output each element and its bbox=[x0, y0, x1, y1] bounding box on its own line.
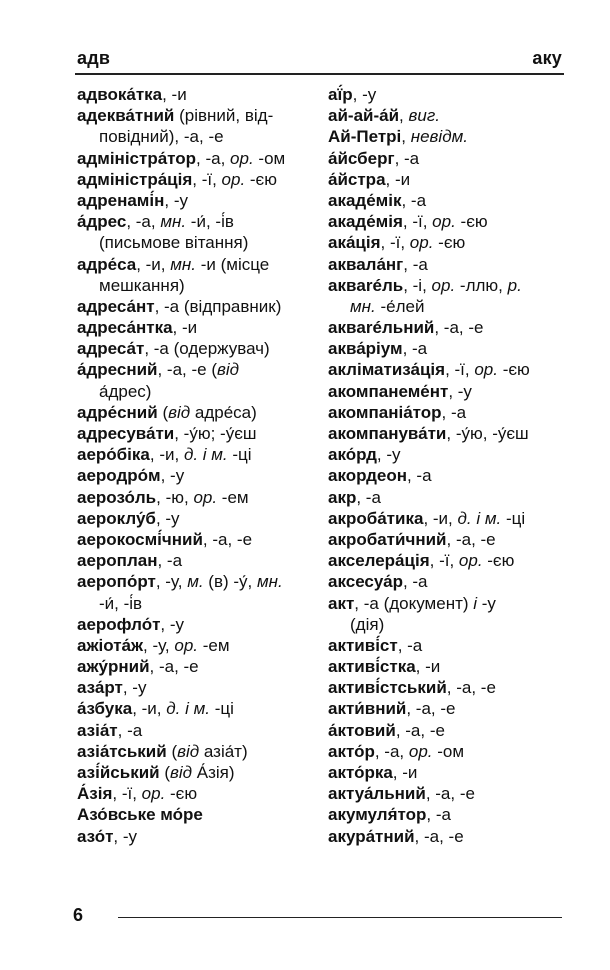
entry-text: , -ї, bbox=[192, 169, 222, 189]
entry-text: -єю bbox=[433, 233, 466, 253]
entry-text: , -а (документ) bbox=[354, 593, 474, 613]
page-number: 6 bbox=[73, 905, 84, 925]
headword: Ай-Петрі bbox=[328, 127, 402, 147]
entry-line bbox=[77, 762, 317, 783]
entry-text: , -у bbox=[448, 381, 472, 401]
entry-text: , -и bbox=[415, 657, 441, 677]
entry-text: , -ї, bbox=[380, 233, 410, 253]
headword: акаде́мік bbox=[328, 190, 402, 210]
entry-line bbox=[77, 190, 317, 211]
entry-text: -ем bbox=[198, 635, 230, 655]
entry-line bbox=[77, 635, 317, 656]
entry-text: , -у́ю; -у́єш bbox=[174, 424, 257, 443]
headword: акомпаніа́тор bbox=[328, 402, 442, 422]
grammar-label: ор. bbox=[230, 148, 254, 168]
entry-text: , -ї, bbox=[402, 212, 433, 232]
entry-line bbox=[77, 296, 317, 317]
entry-text: -и́, -і́в bbox=[99, 593, 143, 613]
entry-text: -єю bbox=[165, 784, 198, 804]
grammar-label: від bbox=[170, 763, 193, 782]
entry-line bbox=[328, 826, 573, 847]
entry-line bbox=[328, 635, 573, 656]
headword: аквaréльний bbox=[328, 318, 435, 338]
entry-line bbox=[328, 656, 573, 677]
headword: Азо́вське мо́ре bbox=[77, 805, 203, 825]
headword: ажіота́ж bbox=[77, 635, 144, 655]
entry-text: , -и, bbox=[149, 445, 184, 465]
entry-text: -ом bbox=[253, 148, 286, 168]
headword: азо́т bbox=[77, 826, 114, 846]
entry-text: -ці bbox=[501, 508, 526, 528]
entry-line bbox=[77, 423, 317, 444]
running-head-left: адв bbox=[77, 48, 111, 68]
entry-line bbox=[77, 508, 317, 529]
entry-text: , -ї, bbox=[445, 360, 475, 380]
entry-text: , -а, -е bbox=[406, 699, 456, 719]
entry-text: -ці bbox=[209, 699, 234, 719]
headword: адміністра́ція bbox=[77, 169, 193, 189]
entry-text: , -а, bbox=[196, 148, 231, 168]
entry-line bbox=[328, 338, 573, 359]
entry-text: , -и, bbox=[132, 699, 167, 719]
headword: ака́ція bbox=[328, 233, 381, 253]
headword: акліматиза́ція bbox=[328, 360, 446, 380]
headword: аерофло́т bbox=[77, 614, 161, 634]
headword: акаде́мія bbox=[328, 212, 403, 232]
entry-line bbox=[328, 275, 573, 296]
entry-continuation bbox=[77, 232, 317, 253]
entry-text: , -у bbox=[155, 508, 180, 528]
entry-text: , -а bbox=[403, 254, 428, 274]
entry-line bbox=[77, 338, 317, 359]
entry-text: , -а bbox=[401, 190, 427, 210]
entry-text: , -а bbox=[157, 551, 183, 571]
grammar-label: від bbox=[168, 402, 191, 422]
headword: актуа́льний bbox=[328, 784, 426, 804]
grammar-label: виг. bbox=[408, 106, 440, 126]
grammar-label: м. bbox=[187, 572, 204, 592]
headword: а́йсберг bbox=[328, 148, 395, 168]
headword: активі́ст bbox=[328, 635, 398, 655]
entry-text: (дія) bbox=[350, 614, 385, 634]
entry-text: , -а bbox=[426, 805, 451, 825]
entry-text: -и (місце bbox=[196, 254, 270, 274]
headword: ако́рд bbox=[328, 445, 377, 465]
entry-line bbox=[77, 402, 317, 423]
footer-rule bbox=[118, 917, 562, 918]
entry-text: , -у bbox=[122, 678, 147, 698]
entry-line bbox=[328, 190, 573, 211]
entry-line bbox=[328, 105, 573, 126]
grammar-label: ор. bbox=[408, 741, 433, 761]
headword: аероплан bbox=[77, 551, 158, 571]
headword: а́йстра bbox=[328, 169, 386, 189]
entry-line bbox=[77, 529, 317, 550]
entry-text: ( bbox=[159, 763, 170, 782]
entry-continuation bbox=[77, 381, 317, 402]
entry-line bbox=[328, 762, 573, 783]
right-column bbox=[328, 84, 573, 847]
entry-line bbox=[328, 402, 573, 423]
entry-text: , -а, bbox=[126, 212, 161, 232]
entry-line bbox=[328, 698, 573, 719]
entry-line bbox=[77, 571, 317, 592]
entry-line bbox=[328, 720, 573, 741]
headword: акто́рка bbox=[328, 763, 393, 782]
headword: адре́са bbox=[77, 254, 137, 274]
entry-text: , -а bbox=[402, 339, 428, 359]
headword: акти́вний bbox=[328, 699, 407, 719]
entry-line bbox=[328, 444, 573, 465]
grammar-label: ор. bbox=[141, 784, 166, 804]
entry-line bbox=[77, 720, 317, 741]
entry-line bbox=[77, 550, 317, 571]
grammar-label: ор. bbox=[193, 487, 218, 507]
entry-line bbox=[328, 487, 573, 508]
headword: азіа́тський bbox=[77, 741, 167, 761]
entry-line bbox=[328, 423, 573, 444]
entry-text: -ці bbox=[227, 445, 252, 465]
entry-line bbox=[328, 211, 573, 232]
entry-line bbox=[77, 465, 317, 486]
entry-text: -єю bbox=[245, 169, 277, 189]
headword: акто́р bbox=[328, 741, 375, 761]
entry-line bbox=[328, 148, 573, 169]
entry-text: , -а, -е bbox=[149, 657, 199, 677]
entry-text: , -у bbox=[352, 85, 377, 104]
entry-text: , -у bbox=[376, 445, 401, 465]
headword: азі́йський bbox=[77, 763, 160, 782]
headword: а́збука bbox=[77, 699, 133, 719]
entry-line bbox=[328, 317, 573, 338]
entry-line bbox=[328, 529, 573, 550]
entry-text: , -и bbox=[385, 169, 411, 189]
entry-text: , -ї, bbox=[112, 784, 142, 804]
entry-text: , -а, bbox=[374, 741, 409, 761]
entry-text: -ем bbox=[217, 487, 249, 507]
entry-line bbox=[77, 804, 317, 825]
entry-text: -ллю, bbox=[455, 275, 508, 295]
entry-text: (в) -у́, bbox=[203, 572, 257, 592]
headword: адреса́нтка bbox=[77, 318, 173, 338]
entry-line bbox=[77, 487, 317, 508]
grammar-label: ор. bbox=[221, 169, 246, 189]
entry-text: , -а, -е bbox=[395, 720, 445, 740]
entry-text: , -у bbox=[113, 826, 138, 846]
entry-text: -ом bbox=[432, 741, 465, 761]
entry-text: , -а bbox=[117, 720, 143, 740]
entry-text: , -а bbox=[402, 572, 428, 592]
headword: акумуля́тор bbox=[328, 805, 427, 825]
grammar-label: ор. bbox=[174, 635, 199, 655]
grammar-label: д. і м. bbox=[457, 508, 502, 528]
headword: аквaréль bbox=[328, 275, 404, 295]
entry-text: повідний), -а, -е bbox=[99, 127, 224, 147]
grammar-label: мн. bbox=[257, 572, 283, 592]
entry-line bbox=[328, 84, 573, 105]
headword: акселера́ція bbox=[328, 551, 430, 571]
entry-line bbox=[77, 614, 317, 635]
grammar-label: мн. bbox=[350, 296, 376, 316]
entry-line bbox=[77, 826, 317, 847]
entry-text: , -а bbox=[397, 635, 423, 655]
entry-line bbox=[77, 677, 317, 698]
headword: активі́стка bbox=[328, 657, 416, 677]
entry-text: , -у bbox=[164, 190, 188, 210]
entry-line bbox=[77, 84, 317, 105]
grammar-label: р. bbox=[507, 275, 522, 295]
entry-continuation bbox=[328, 614, 573, 635]
entry-line bbox=[77, 444, 317, 465]
entry-text: , -ю, bbox=[156, 487, 194, 507]
entry-text: , -и bbox=[162, 85, 187, 104]
headword: аеро́біка bbox=[77, 445, 150, 465]
entry-line bbox=[328, 804, 573, 825]
headword: аерокосмі́чний bbox=[77, 529, 203, 549]
headword: акр bbox=[328, 487, 357, 507]
headword: акроба́тика bbox=[328, 508, 424, 528]
entry-line bbox=[77, 105, 317, 126]
headword: акт bbox=[328, 593, 355, 613]
headword: акомпанеме́нт bbox=[328, 381, 449, 401]
entry-continuation bbox=[77, 275, 317, 296]
headword: аксесуа́р bbox=[328, 572, 403, 592]
entry-text: , -ї, bbox=[429, 551, 459, 571]
entry-text: , -а bbox=[394, 148, 420, 168]
headword: адвока́тка bbox=[77, 85, 163, 104]
entry-text: -е́лей bbox=[375, 296, 425, 316]
headword: ажу́рний bbox=[77, 657, 150, 677]
entry-text: адре́са) bbox=[190, 402, 257, 422]
headword: а́дресний bbox=[77, 360, 158, 380]
entry-line bbox=[328, 359, 573, 380]
headword: аза́рт bbox=[77, 678, 123, 698]
entry-line bbox=[77, 254, 317, 275]
entry-text: , -а, -е bbox=[425, 784, 475, 804]
entry-text: , bbox=[401, 127, 411, 147]
headword: а́ктовий bbox=[328, 720, 396, 740]
entry-text: (письмове вітання) bbox=[99, 233, 249, 253]
entry-continuation bbox=[77, 126, 317, 147]
entry-text: а́дрес) bbox=[99, 381, 152, 401]
entry-line bbox=[328, 550, 573, 571]
entry-line bbox=[328, 783, 573, 804]
entry-text: , -у, bbox=[155, 572, 188, 592]
left-column bbox=[77, 84, 317, 847]
entry-text: , -у bbox=[160, 466, 185, 486]
headword: аї́р bbox=[328, 85, 353, 104]
headword: аероклу́б bbox=[77, 508, 156, 528]
entry-line bbox=[77, 698, 317, 719]
entry-text: , -і, bbox=[403, 275, 432, 295]
entry-text: -єю bbox=[497, 360, 530, 380]
headword: азіа́т bbox=[77, 720, 118, 740]
entry-line bbox=[328, 677, 573, 698]
entry-text: , -а, -е bbox=[434, 318, 484, 338]
entry-text: , -у, bbox=[143, 635, 175, 655]
headword: адреса́нт bbox=[77, 296, 155, 316]
entry-text: , -а bbox=[441, 402, 467, 422]
grammar-label: ор. bbox=[458, 551, 483, 571]
entry-line bbox=[328, 593, 573, 614]
grammar-label: від bbox=[177, 741, 200, 761]
headword: активі́стський bbox=[328, 678, 447, 698]
entry-continuation bbox=[328, 296, 573, 317]
headword: аеродро́м bbox=[77, 466, 161, 486]
entry-line bbox=[328, 571, 573, 592]
grammar-label: ор. bbox=[431, 275, 456, 295]
headword: аква́ріум bbox=[328, 339, 403, 359]
entry-text: -єю bbox=[455, 212, 488, 232]
headword: адресува́ти bbox=[77, 424, 175, 443]
entry-text: , -а (відправник) bbox=[154, 296, 282, 316]
entry-line bbox=[328, 741, 573, 762]
entry-text: , -а, -е bbox=[446, 529, 496, 549]
headword: адміністра́тор bbox=[77, 148, 197, 168]
entry-text: , -а, -е ( bbox=[157, 360, 217, 380]
entry-line bbox=[77, 148, 317, 169]
entry-text: , -а, -е bbox=[446, 678, 496, 698]
entry-continuation bbox=[77, 593, 317, 614]
entry-text: , -а bbox=[406, 466, 432, 486]
entry-line bbox=[77, 169, 317, 190]
entry-text: , -и, bbox=[423, 508, 458, 528]
grammar-label: невідм. bbox=[410, 127, 468, 147]
grammar-label: мн. bbox=[170, 254, 196, 274]
entry-text: -у bbox=[477, 593, 496, 613]
headword: адреса́т bbox=[77, 339, 145, 359]
headword: адренамі́н bbox=[77, 190, 165, 210]
entry-text: , -и, bbox=[136, 254, 171, 274]
entry-text: , -у́ю, -у́єш bbox=[446, 424, 529, 443]
entry-line bbox=[328, 381, 573, 402]
entry-text: азіа́т) bbox=[199, 741, 248, 761]
grammar-label: від bbox=[217, 360, 240, 380]
grammar-label: ор. bbox=[474, 360, 498, 380]
entry-line bbox=[328, 232, 573, 253]
grammar-label: мн. bbox=[160, 212, 187, 232]
headword: А́зія bbox=[77, 784, 113, 804]
entry-line bbox=[77, 211, 317, 232]
headword: акробати́чний bbox=[328, 529, 447, 549]
entry-text: , -а (одержувач) bbox=[144, 339, 270, 359]
headword: акордеон bbox=[328, 466, 407, 486]
headword: аерозо́ль bbox=[77, 487, 157, 507]
entry-text: , -и bbox=[392, 763, 418, 782]
entry-line bbox=[328, 508, 573, 529]
grammar-label: ор. bbox=[432, 212, 456, 232]
headword: адеква́тний bbox=[77, 106, 175, 126]
running-head-right: аку bbox=[532, 48, 562, 68]
entry-line bbox=[328, 254, 573, 275]
entry-text: , bbox=[399, 106, 409, 126]
headword: ай-ай-а́й bbox=[328, 106, 400, 126]
entry-text: , -и bbox=[172, 318, 198, 338]
headword: акура́тний bbox=[328, 826, 415, 846]
grammar-label: ор. bbox=[409, 233, 434, 253]
entry-line bbox=[77, 783, 317, 804]
entry-text: -єю bbox=[482, 551, 515, 571]
header-rule bbox=[75, 73, 564, 75]
entry-text: А́зія) bbox=[192, 763, 235, 782]
entry-text: , -а, -е bbox=[414, 826, 464, 846]
entry-line bbox=[328, 169, 573, 190]
entry-text: ( bbox=[157, 402, 169, 422]
entry-line bbox=[77, 359, 317, 380]
grammar-label: і bbox=[473, 593, 478, 613]
entry-text: ( bbox=[166, 741, 178, 761]
entry-line bbox=[328, 465, 573, 486]
entry-text: , -у bbox=[160, 614, 185, 634]
entry-text: , -а bbox=[356, 487, 381, 507]
entry-text: (рівний, від- bbox=[174, 106, 274, 126]
headword: а́дрес bbox=[77, 212, 127, 232]
entry-line bbox=[77, 741, 317, 762]
headword: аквала́нг bbox=[328, 254, 404, 274]
headword: адре́сний bbox=[77, 402, 158, 422]
grammar-label: д. і м. bbox=[166, 699, 210, 719]
headword: акомпанува́ти bbox=[328, 424, 447, 443]
headword: аеропо́рт bbox=[77, 572, 156, 592]
entry-line bbox=[77, 656, 317, 677]
entry-text: мешкання) bbox=[99, 275, 185, 295]
entry-text: -и́, -і́в bbox=[186, 212, 234, 232]
entry-line bbox=[328, 126, 573, 147]
entry-text: , -а, -е bbox=[202, 529, 253, 549]
grammar-label: д. і м. bbox=[183, 445, 228, 465]
entry-line bbox=[77, 317, 317, 338]
